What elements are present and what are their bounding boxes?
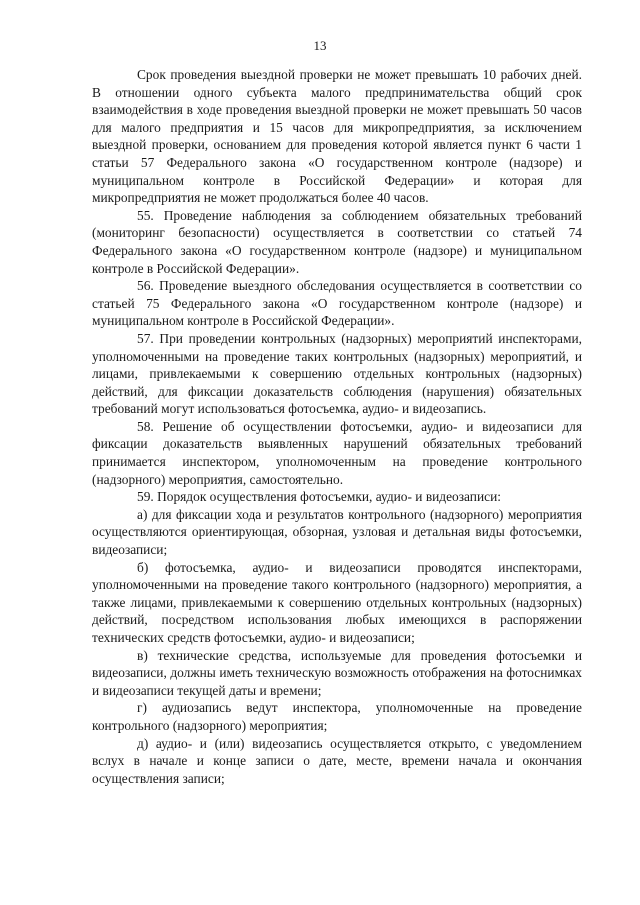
paragraph-inspection-duration: Срок проведения выездной проверки не может превышать 10 рабочих дней. В отношении одного субъекта малого предпринимательства общий срок взаимодействия в ходе проведения выездной проверки не может превышать 50 часов для малого предприятия и 15 часов для микропредприятия, за исключением выездной проверки, основанием для проведения которой является пункт 6 части 1 статьи 57 Федерального закона «О государственном контроле (надзоре) и муниципальном контроле в Российской Федерации» и которая для микропредприятия не может продолжаться более 40 часов. bbox=[92, 67, 582, 206]
paragraph-59-g: г) аудиозапись ведут инспектора, уполномоченные на проведение контрольного (надзорного) мероприятия; bbox=[92, 700, 582, 733]
page-number: 13 bbox=[313, 38, 327, 53]
paragraph-55: 55. Проведение наблюдения за соблюдением обязательных требований (мониторинг безопасности) осуществляется в соответствии со статьей 74 Федерального закона «О государственном контроле (надзоре) и муниципальном контроле в Российской Федерации». bbox=[92, 207, 582, 276]
paragraph-56: 56. Проведение выездного обследования осуществляется в соответствии со статьей 75 Федерального закона «О государственном контроле (надзоре) и муниципальном контроле в Российской Федерации». bbox=[92, 278, 582, 329]
paragraph-59-a: а) для фиксации хода и результатов контрольного (надзорного) мероприятия осуществляются ориентирующая, обзорная, узловая и детальная виды фотосъемки, видеозаписи; bbox=[92, 506, 582, 558]
paragraph-57: 57. При проведении контрольных (надзорных) мероприятий инспекторами, уполномоченными на проведение таких контрольных (надзорных) мероприятий, и лицами, привлекаемыми к совершению отдельных контрольных (надзорных) действий, для фиксации доказательств соблюдения (нарушения) обязательных требований могут использоваться фотосъемка, аудио- и видеозапись. bbox=[92, 330, 582, 417]
document-body bbox=[92, 66, 582, 787]
paragraph-59: 59. Порядок осуществления фотосъемки, аудио- и видеозаписи: bbox=[137, 489, 501, 505]
paragraph-59-d: д) аудио- и (или) видеозапись осуществляется открыто, с уведомлением вслух в начале и конце записи о дате, месте, времени начала и окончания осуществления записи; bbox=[92, 735, 582, 786]
paragraph-59-b: б) фотосъемка, аудио- и видеозаписи проводятся инспекторами, уполномоченными на проведение такого контрольного (надзорного) мероприятия, а также лицами, привлекаемыми к совершению отдельных контрольных (надзорных) действий, посредством использования любых имеющихся в распоряжении технических средств фотосъемки, аудио- и видеозаписи; bbox=[92, 559, 582, 645]
paragraph-58: 58. Решение об осуществлении фотосъемки, аудио- и видеозаписи для фиксации доказательств выявленных нарушений обязательных требований принимается инспектором, уполномоченным на проведение контрольного (надзорного) мероприятия, самостоятельно. bbox=[92, 418, 582, 487]
paragraph-59-v: в) технические средства, используемые для проведения фотосъемки и видеозаписи, должны иметь техническую возможность отображения на фотоснимках и видеозаписи текущей даты и времени; bbox=[92, 647, 582, 698]
